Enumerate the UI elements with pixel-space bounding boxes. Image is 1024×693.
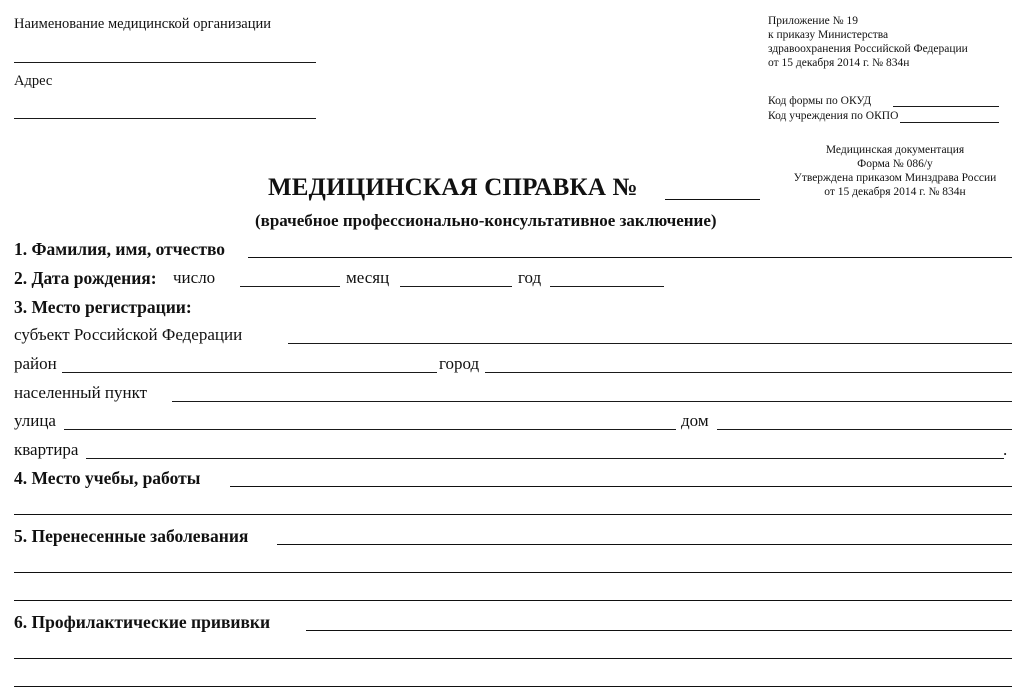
- organization-name-label: Наименование медицинской организации: [14, 16, 272, 32]
- settlement-label: населенный пункт: [14, 383, 148, 402]
- month-label: месяц: [346, 268, 390, 287]
- street-label: улица: [14, 411, 56, 430]
- organization-name-line[interactable]: [14, 62, 316, 63]
- work-label: 4. Место учебы, работы: [14, 468, 201, 488]
- fio-line[interactable]: [248, 257, 1012, 258]
- diseases-line-3[interactable]: [14, 600, 1012, 601]
- fio-label: 1. Фамилия, имя, отчество: [14, 239, 226, 259]
- vaccinations-label: 6. Профилактические прививки: [14, 612, 271, 632]
- okud-label: Код формы по ОКУД: [768, 95, 872, 107]
- diseases-line-1[interactable]: [277, 544, 1012, 545]
- vaccinations-line-1[interactable]: [306, 630, 1012, 631]
- district-label: район: [14, 354, 57, 373]
- house-label: дом: [681, 411, 709, 430]
- doc-info-line-4: от 15 декабря 2014 г. № 834н: [824, 186, 966, 198]
- month-line[interactable]: [400, 286, 512, 287]
- page-subtitle: (врачебное профессионально-консультативное заключение): [255, 211, 717, 230]
- okpo-line[interactable]: [900, 122, 999, 123]
- day-label: число: [173, 268, 216, 287]
- appendix-line-4: от 15 декабря 2014 г. № 834н: [768, 57, 910, 69]
- registration-label: 3. Место регистрации:: [14, 297, 192, 317]
- page-title: МЕДИЦИНСКАЯ СПРАВКА №: [268, 174, 638, 201]
- address-label: Адрес: [14, 73, 53, 89]
- apartment-period: .: [1003, 440, 1008, 459]
- house-line[interactable]: [717, 429, 1012, 430]
- subject-line[interactable]: [288, 343, 1012, 344]
- vaccinations-line-3[interactable]: [14, 686, 1012, 687]
- certificate-number-line[interactable]: [665, 199, 760, 200]
- document-info-block: [772, 143, 1018, 199]
- day-line[interactable]: [240, 286, 340, 287]
- doc-info-line-1: Медицинская документация: [825, 144, 965, 156]
- address-line[interactable]: [14, 118, 316, 119]
- work-line-2[interactable]: [14, 514, 1012, 515]
- district-line[interactable]: [62, 372, 437, 373]
- apartment-line[interactable]: [86, 458, 1004, 459]
- okpo-label: Код учреждения по ОКПО: [768, 110, 899, 122]
- year-label: год: [518, 268, 542, 287]
- appendix-line-2: к приказу Министерства: [768, 29, 889, 41]
- okud-line[interactable]: [893, 106, 999, 107]
- diseases-line-2[interactable]: [14, 572, 1012, 573]
- city-line[interactable]: [485, 372, 1012, 373]
- diseases-label: 5. Перенесенные заболевания: [14, 526, 249, 546]
- year-line[interactable]: [550, 286, 664, 287]
- dob-label: 2. Дата рождения:: [14, 268, 157, 288]
- street-line[interactable]: [64, 429, 676, 430]
- doc-info-line-2: Форма № 086/у: [857, 158, 933, 170]
- work-line-1[interactable]: [230, 486, 1012, 487]
- subject-label: субъект Российской Федерации: [14, 325, 243, 344]
- vaccinations-line-2[interactable]: [14, 658, 1012, 659]
- appendix-line-1: Приложение № 19: [768, 15, 858, 27]
- apartment-label: квартира: [14, 440, 79, 459]
- city-label: город: [439, 354, 480, 373]
- doc-info-line-3: Утверждена приказом Минздрава России: [793, 172, 997, 184]
- settlement-line[interactable]: [172, 401, 1012, 402]
- appendix-line-3: здравоохранения Российской Федерации: [768, 43, 968, 55]
- appendix-block: [768, 14, 968, 70]
